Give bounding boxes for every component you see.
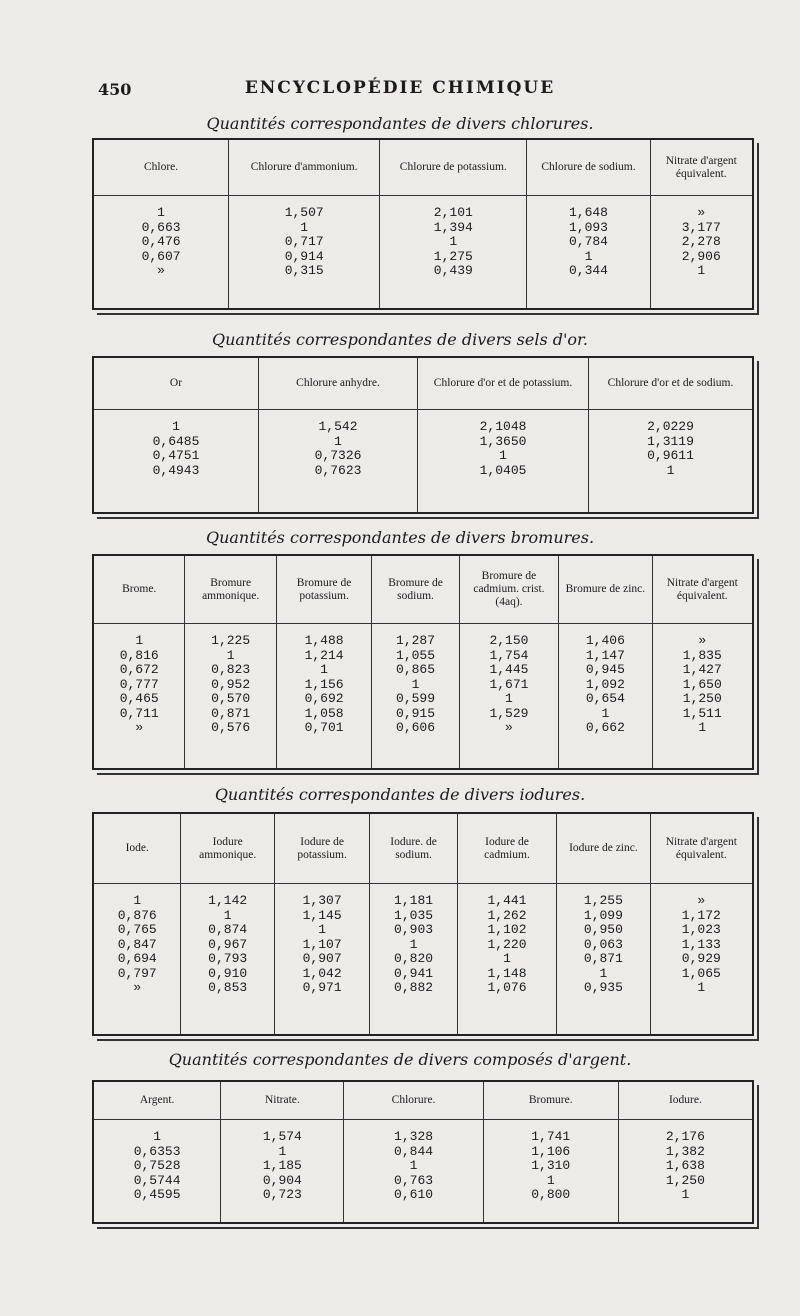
table-cell: 2,1048 (479, 419, 527, 434)
table-header-row (94, 358, 752, 410)
table-column (94, 624, 185, 768)
table-cell: 1 (409, 936, 418, 952)
table-cell: 0,465 (119, 691, 159, 706)
table-cell: 1 (172, 419, 180, 434)
caption-sels-or: Quantités correspondantes de divers sels d'or. (212, 330, 588, 349)
table-cell: 1 (505, 691, 513, 706)
table-cell: 0,952 (211, 676, 251, 692)
table-cell: 1,3119 (647, 433, 694, 449)
table-column (370, 884, 457, 1034)
table-column (181, 884, 274, 1034)
table-column (589, 410, 752, 512)
column-header: Nitrate d'argent équivalent. (665, 835, 737, 861)
table-cell: » (505, 720, 513, 735)
table-cell: 1,511 (682, 705, 722, 721)
table-cell: 1 (546, 1172, 555, 1188)
column-header: Chlorure de sodium. (541, 161, 636, 173)
table-cell: 1,255 (583, 893, 623, 908)
table-cell: 0,797 (117, 965, 157, 981)
table-cell: 0,723 (262, 1187, 302, 1202)
table-column (380, 196, 527, 308)
column-header: Nitrate d'argent équivalent. (666, 576, 738, 602)
table-cell: 1 (698, 720, 707, 735)
table-cell: 0,6485 (152, 433, 200, 449)
table-cell: 1,147 (585, 647, 625, 663)
table-cell: 0,7528 (133, 1158, 181, 1173)
table-cell: 1,574 (262, 1129, 302, 1144)
table-cell: 1,650 (682, 676, 722, 692)
table-column (344, 1120, 483, 1222)
table-column (259, 410, 418, 512)
table-cell: » (698, 633, 707, 648)
table-cell: 1,092 (585, 676, 625, 692)
table-cell: 1 (449, 234, 458, 249)
table-cell: 0,607 (141, 248, 181, 264)
table-cell: 0,784 (568, 234, 608, 249)
table-cell: 0,823 (211, 662, 251, 677)
table-cell: 1,145 (302, 907, 342, 923)
table-cell: 1 (697, 263, 706, 278)
table-chlorures (92, 138, 754, 310)
table-cell: 1 (135, 633, 144, 648)
table-cell: 0,576 (211, 720, 251, 735)
table-column (185, 624, 276, 768)
table-cell: 1,055 (396, 647, 436, 663)
table-column (372, 624, 459, 768)
table-cell: 1 (666, 462, 675, 478)
table-cell: 0,871 (583, 951, 623, 966)
table-cell: 0,847 (117, 936, 157, 952)
column-header: Iodure de potassium. (297, 835, 347, 861)
table-cell: 0,654 (585, 691, 625, 706)
table-cell: 0,914 (284, 248, 324, 264)
column-header: Chlorure d'or et de potassium. (433, 377, 573, 389)
table-cell: 0,4943 (152, 462, 200, 478)
table-cell: 1,181 (394, 893, 434, 908)
table-cell: 1,529 (489, 705, 529, 721)
column-header: Bromure ammonique. (202, 576, 260, 602)
table-cell: 2,0229 (647, 419, 694, 434)
table-cell: 0,7623 (314, 462, 362, 478)
table-cell: 1 (681, 1187, 690, 1202)
table-cell: 1,638 (665, 1158, 705, 1173)
table-cell: 1,310 (531, 1158, 571, 1173)
column-header: Chlore. (143, 161, 179, 173)
table-cell: » (135, 720, 144, 735)
table-cell: 0,800 (531, 1187, 571, 1202)
table-cell: 1 (499, 448, 507, 463)
table-bromures (92, 554, 754, 770)
table-cell: 0,9611 (647, 448, 694, 463)
table-cell: 0,6353 (133, 1143, 181, 1159)
table-cell: 0,853 (208, 980, 248, 995)
table-cell: 1 (334, 433, 342, 449)
table-column (229, 196, 380, 308)
table-column (94, 1120, 221, 1222)
table-cell: 1,441 (487, 893, 527, 908)
table-cell: 0,5744 (133, 1172, 181, 1188)
table-cell: 1,275 (433, 248, 473, 264)
table-cell: 1,0405 (479, 462, 527, 478)
column-header: Or (169, 377, 183, 389)
table-cell: 0,820 (394, 951, 434, 966)
table-cell: 1,427 (682, 662, 722, 677)
table-column (94, 410, 259, 512)
table-cell: 1 (697, 980, 706, 995)
table-cell: 2,101 (433, 205, 473, 220)
table-cell: 1,671 (489, 676, 529, 692)
column-header: Chlorure d'ammonium. (250, 161, 358, 173)
table-header-row (94, 140, 752, 196)
table-cell: 1 (411, 676, 420, 692)
table-cell: 1 (318, 922, 327, 937)
table-cell: 0,971 (302, 980, 342, 995)
table-cell: 1,307 (302, 893, 342, 908)
column-header: Bromure de sodium. (388, 576, 443, 602)
column-header: Chlorure de potassium. (399, 161, 507, 173)
table-cell: 0,865 (396, 662, 436, 677)
table-cell: » (133, 980, 142, 995)
table-cell: 1,542 (318, 419, 358, 434)
column-header: Nitrate. (264, 1094, 300, 1106)
table-column (277, 624, 372, 768)
table-cell: 0,793 (208, 951, 248, 966)
column-header: Iodure de zinc. (569, 842, 638, 854)
table-cell: 1,099 (583, 907, 623, 923)
table-column (418, 410, 589, 512)
table-cell: 1,741 (531, 1129, 571, 1144)
table-cell: 1,648 (568, 205, 608, 220)
table-cell: 1,107 (302, 936, 342, 952)
table-cell: 0,694 (117, 951, 157, 966)
table-column (275, 884, 370, 1034)
table-cell: 0,929 (681, 951, 721, 966)
table-cell: 1,835 (682, 647, 722, 663)
table-cell: 0,915 (396, 705, 436, 721)
table-cell: 0,935 (583, 980, 623, 995)
table-cell: 1,156 (304, 676, 344, 692)
table-cell: 0,967 (208, 936, 248, 952)
table-cell: 0,711 (119, 705, 159, 721)
table-cell: 1,287 (396, 633, 436, 648)
table-cell: 1,328 (394, 1129, 434, 1144)
table-cell: 1,076 (487, 980, 527, 995)
table-cell: 0,692 (304, 691, 344, 706)
column-header: Bromure. (528, 1094, 573, 1106)
table-cell: » (157, 263, 165, 278)
table-column (557, 884, 650, 1034)
table-cell: » (697, 205, 706, 220)
table-cell: 1 (226, 647, 235, 663)
table-column (221, 1120, 344, 1222)
column-header: Brome. (122, 583, 157, 595)
table-cell: 1,148 (487, 965, 527, 981)
table-cell: 1 (133, 893, 142, 908)
table-cell: 0,439 (433, 263, 473, 278)
table-cell: 1,142 (208, 893, 248, 908)
column-header: Bromure de zinc. (565, 583, 646, 595)
table-cell: 0,903 (394, 922, 434, 937)
table-cell: 0,765 (117, 922, 157, 937)
table-header-row (94, 1082, 752, 1120)
table-cell: 1,042 (302, 965, 342, 981)
table-cell: 1,093 (568, 219, 608, 235)
table-cell: 0,476 (141, 234, 181, 249)
table-cell: 0,876 (117, 907, 157, 923)
table-cell: 2,278 (681, 234, 721, 249)
page-number: 450 (98, 80, 132, 99)
table-cell: 1,172 (681, 907, 721, 923)
table-cell: 0,871 (211, 705, 251, 721)
caption-iodures: Quantités correspondantes de divers iodures. (214, 785, 586, 804)
table-cell: 0,844 (394, 1143, 434, 1159)
table-cell: 0,063 (583, 936, 623, 952)
column-header: Bromure de potassium. (296, 576, 352, 602)
table-cell: 1,065 (681, 965, 721, 981)
table-cell: 1 (157, 205, 165, 220)
table-column (94, 884, 181, 1034)
table-cell: 0,717 (284, 234, 324, 249)
table-cell: 0,672 (119, 662, 159, 677)
table-column (458, 884, 557, 1034)
table-argent (92, 1080, 754, 1224)
table-cell: 1,220 (487, 936, 527, 952)
table-cell: 0,662 (585, 720, 625, 735)
table-cell: 0,663 (141, 219, 181, 235)
column-header: Iodure ammonique. (199, 835, 257, 861)
table-cell: 0,315 (284, 263, 324, 278)
table-cell: 1 (278, 1143, 287, 1159)
caption-argent: Quantités correspondantes de divers composés d'argent. (168, 1050, 632, 1069)
table-column (484, 1120, 619, 1222)
table-cell: 0,816 (119, 647, 159, 663)
column-header: Chlorure. (391, 1094, 436, 1106)
table-cell: 1,250 (682, 691, 722, 706)
table-cell: 2,150 (489, 633, 529, 648)
table-column (653, 624, 752, 768)
table-cell: 1 (300, 219, 309, 235)
table-cell: 3,177 (681, 219, 721, 235)
table-cell: 1,133 (681, 936, 721, 952)
table-cell: 1,262 (487, 907, 527, 923)
table-cell: 1,225 (211, 633, 251, 648)
table-cell: 1,507 (284, 205, 324, 220)
table-column (651, 884, 752, 1034)
table-column (527, 196, 650, 308)
table-cell: 0,7326 (314, 448, 362, 463)
table-cell: 0,907 (302, 951, 342, 966)
table-column (559, 624, 652, 768)
table-cell: 1,754 (489, 647, 529, 663)
column-header: Nitrate d'argent équivalent. (665, 154, 737, 180)
table-cell: 1 (223, 907, 232, 923)
table-cell: 0,4751 (152, 448, 200, 463)
table-cell: 1 (153, 1129, 162, 1144)
table-cell: 1,058 (304, 705, 344, 721)
table-cell: 1 (409, 1158, 418, 1173)
table-cell: 1,250 (665, 1172, 705, 1188)
column-header: Iodure de cadmium. (484, 835, 530, 861)
table-cell: 1,023 (681, 922, 721, 937)
table-cell: 0,941 (394, 965, 434, 981)
table-cell: 1,406 (585, 633, 625, 648)
table-cell: 1 (320, 662, 328, 677)
table-cell: 0,344 (568, 263, 608, 278)
table-cell: 0,882 (394, 980, 434, 995)
table-cell: » (697, 893, 706, 908)
column-header: Bromure de cadmium. crist. (4aq). (473, 570, 545, 608)
table-cell: 1,488 (304, 633, 344, 648)
table-cell: 1 (601, 705, 610, 721)
running-head: ENCYCLOPÉDIE CHIMIQUE (244, 78, 556, 98)
table-cell: 1,445 (489, 662, 529, 677)
column-header: Iode. (125, 842, 149, 854)
table-cell: 0,950 (583, 922, 623, 937)
table-cell: 0,910 (208, 965, 248, 981)
table-cell: 1,382 (665, 1143, 705, 1159)
table-column (94, 196, 229, 308)
caption-chlorures: Quantités correspondantes de divers chlorures. (206, 114, 594, 133)
table-cell: 1,106 (531, 1143, 571, 1159)
table-cell: 0,610 (394, 1187, 434, 1202)
column-header: Iodure. de sodium. (390, 835, 437, 861)
column-header: Iodure. (668, 1094, 702, 1106)
table-column (651, 196, 752, 308)
table-cell: 0,606 (396, 720, 436, 735)
table-cell: 0,945 (585, 662, 625, 677)
table-cell: 2,906 (681, 248, 721, 264)
table-cell: 1,102 (487, 922, 527, 937)
column-header: Chlorure anhydre. (296, 377, 380, 389)
table-column (619, 1120, 752, 1222)
table-header-row (94, 556, 752, 624)
table-column (460, 624, 559, 768)
table-cell: 1,394 (433, 219, 473, 235)
table-cell: 1 (503, 951, 511, 966)
table-cell: 0,701 (304, 720, 344, 735)
table-sels-or (92, 356, 754, 514)
table-cell: 0,904 (262, 1172, 302, 1188)
table-cell: 0,4595 (133, 1187, 181, 1202)
table-cell: 0,599 (396, 691, 436, 706)
table-cell: 0,570 (211, 691, 251, 706)
column-header: Chlorure d'or et de sodium. (607, 377, 734, 389)
table-cell: 1,3650 (479, 433, 527, 449)
table-cell: 0,763 (394, 1172, 434, 1188)
table-header-row (94, 814, 752, 884)
table-cell: 1,214 (304, 647, 344, 663)
table-cell: 1,035 (394, 907, 434, 923)
table-cell: 1 (584, 248, 593, 264)
table-cell: 0,777 (119, 676, 159, 692)
table-cell: 1 (599, 965, 608, 981)
table-cell: 1,185 (262, 1158, 302, 1173)
table-cell: 0,874 (208, 922, 248, 937)
column-header: Argent. (139, 1094, 175, 1106)
table-cell: 2,176 (665, 1129, 705, 1144)
caption-bromures: Quantités correspondantes de divers bromures. (205, 528, 595, 547)
table-iodures (92, 812, 754, 1036)
